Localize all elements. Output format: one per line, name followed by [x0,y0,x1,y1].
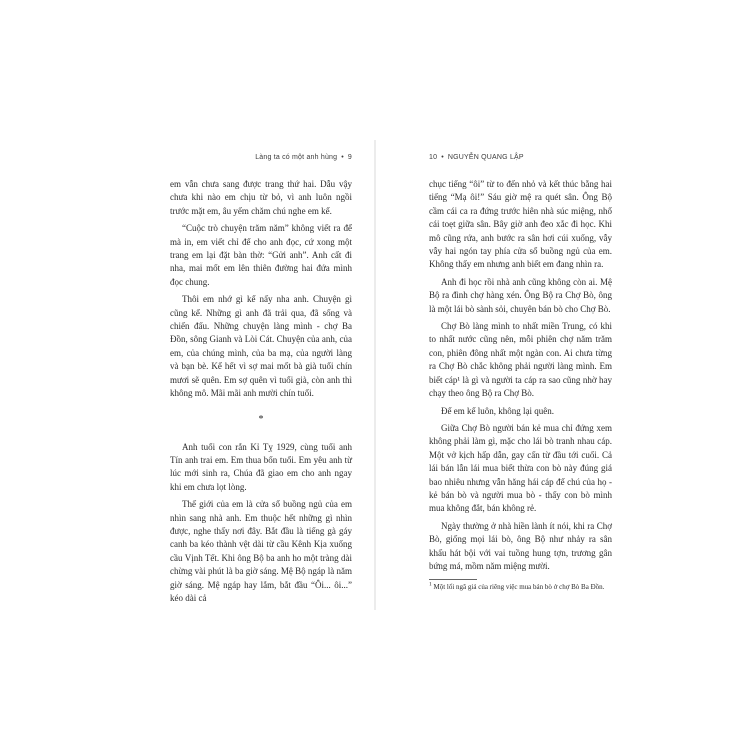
footnote [429,583,612,592]
left-running-head [255,154,352,161]
paragraph: chục tiếng “ôi” từ to đến nhỏ và kết thúc bằng hai tiếng “Mạ ôi!” Sáu giờ mệ ra quét sân. Ông Bộ cầm cái ca ra đứng trước hiên nhà súc miệng, nhổ cái toẹt giữa sân. Bây giờ anh đeo xắc đi học. Khi mô cũng rứa, anh bước ra sân hơi cúi xuống, vẫy vẫy hai ngón tay phía cửa sổ buồng ngủ của em. Không thấy em nhưng anh biết em đang nhìn ra. [429,179,612,270]
paragraph: Anh đi học rồi nhà anh cũng không còn ai. Mệ Bộ ra đình chợ hàng xén. Ông Bộ ra Chợ Bò, ông là một lái bò sành sỏi, chuyên bán bò cho Chợ Bò. [429,276,612,314]
section-separator: * [258,413,264,425]
paragraph: Thế giới của em là cửa sổ buồng ngủ của em nhìn sang nhà anh. Em thuộc hết những gì nhìn được, nghe thấy nơi đây. Bắt đầu là tiếng gà gáy canh ba kéo thành vệt dài từ cầu Kênh Kịa xuống cầu Vịnh Tết. Khi ông Bộ ba anh ho một tràng dài chừng vài phút là ba giờ sáng. Mệ Bộ ngáp là năm giờ sáng. Mệ ngáp hay lắm, bắt đầu “Ôi... ôi...” kéo dài cả [170,499,352,603]
book-gutter [374,140,376,610]
right-page-number: 10 [429,154,438,161]
footnote-mark: 1 [429,582,432,589]
paragraph: Anh tuổi con rắn Kỉ Tỵ 1929, cùng tuổi anh Tín anh trai em. Em thua bốn tuổi. Em yêu anh từ lúc mới sinh ra, Chúa đã giao em cho anh ngay khi em chưa lọt lòng. [170,441,352,492]
right-running-head [429,154,524,161]
paragraph: Để em kể luôn, không lại quên. [441,405,554,416]
paragraph: Giữa Chợ Bò người bán kẻ mua chỉ đứng xem không phải làm gì, mặc cho lái bò tranh nhau cáp. Một vở kịch hấp dẫn, gay cấn từ đầu tới cuối. Cả lái bán lẫn lái mua biết thừa con bò này đúng giá bao nhiêu nhưng vẫn hăng hái cáp để chú của họ - kẻ bán bò và người mua bò - thấy con bò mình mua không đắt, bán không rẻ. [429,422,612,514]
left-page-number: 9 [347,154,352,161]
paragraph: em vẫn chưa sang được trang thứ hai. Dẫu vậy chưa khi nào em chịu từ bỏ, vì anh luôn ngồi trước mặt em, âu yếm chăm chú nghe em kể. [170,179,352,216]
paragraph: Chợ Bò làng mình to nhất miền Trung, có khi to nhất nước cũng nên, mỗi phiên chợ năm trăm con, phiên đông nhất một ngàn con. Ai chưa từng ra Chợ Bò chắc không phải người làng mình. Em biết cáp¹ là gì và người ta cáp ra sao cũng nhờ hay chạy theo ông Bộ ra Chợ Bò. [429,321,612,399]
running-head-separator: • [341,154,344,161]
left-text-block [170,178,352,609]
footnote-rule [429,579,477,580]
author-name: NGUYỄN QUANG LẬP [447,154,524,161]
paragraph: Ngày thường ở nhà hiền lành ít nói, khi ra Chợ Bò, giống mọi lái bò, ông Bộ như nhảy ra sân khấu hát bội với vai tuồng hung tợn, trương gân bứng má, mồm năm miệng mười. [429,520,612,571]
paragraph: “Cuộc trò chuyện trăm năm” không viết ra để mà in, em viết chỉ để cho anh đọc, cứ xong một trang em lại đặt bàn thờ: “Gửi anh”. Anh cất đi nha, mai mốt em lên thiên đường hai đứa mình đọc chung. [170,223,352,287]
right-text-block [429,178,612,592]
book-title: Làng ta có một anh hùng [255,154,338,161]
paragraph: Thôi em nhớ gì kể nấy nha anh. Chuyện gì cũng kể. Những gì anh đã trải qua, đã sống và chiến đấu. Những chuyện làng mình - chợ Ba Đồn, sông Gianh và Lòi Cát. Chuyện của anh, của em, của chúng mình, của ba mạ, của người làng và bạn bè. Kể hết vì sợ mai mốt bà già tuổi chín mươi sẽ quên. Em sợ quên vì tuổi già, còn anh thì không mô. Mãi mãi anh mười chín tuổi. [170,294,352,399]
footnote-text: Một lối ngã giá của riêng việc mua bán bò ở chợ Bò Ba Đồn. [433,583,605,592]
running-head-separator: • [441,154,444,161]
